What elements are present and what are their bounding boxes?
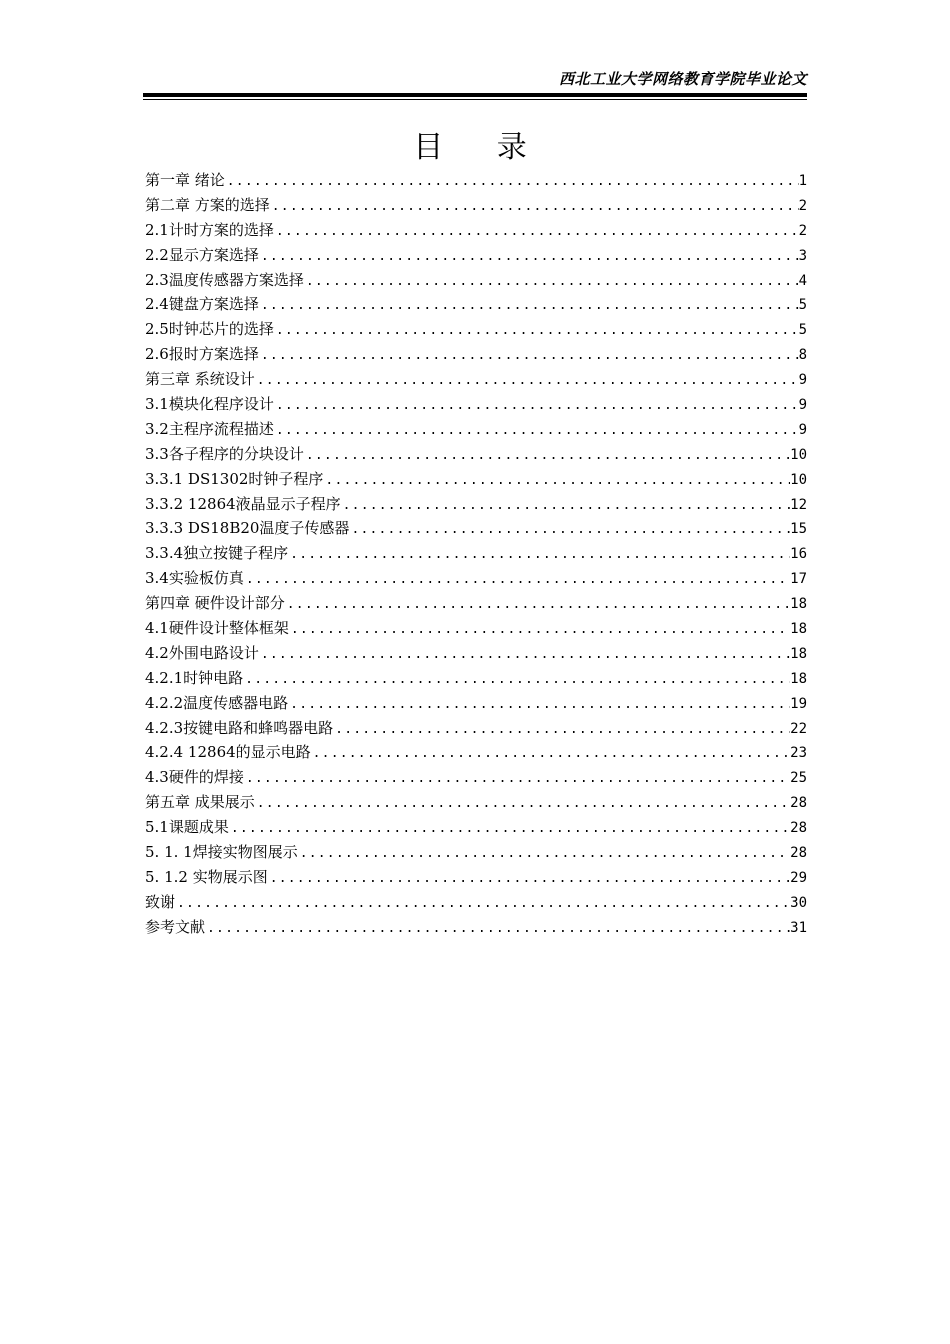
toc-entry[interactable] <box>145 467 807 492</box>
toc-leader-dots <box>289 618 790 643</box>
toc-entry-page-number: 29 <box>790 869 807 886</box>
toc-entry-label: 4.2.4 12864的显示电路 <box>145 743 311 762</box>
toc-entry-label: 3.1模块化程序设计 <box>145 395 274 414</box>
toc-entry-page-number: 28 <box>790 845 807 862</box>
toc-leader-dots <box>274 319 799 344</box>
toc-entry-page-number: 18 <box>790 670 807 687</box>
toc-entry-label: 4.2.1时钟电路 <box>145 668 244 687</box>
toc-leader-dots <box>259 245 799 270</box>
toc-entry-page-number: 30 <box>790 894 807 911</box>
toc-entry-page-number: 18 <box>790 645 807 662</box>
toc-leader-dots <box>259 344 799 369</box>
toc-leader-dots <box>268 867 790 892</box>
toc-entry[interactable] <box>145 765 807 790</box>
header-rule-thick <box>143 93 807 97</box>
toc-entry-page-number: 1 <box>798 173 807 189</box>
toc-entry-label: 2.6报时方案选择 <box>145 345 259 364</box>
toc-entry[interactable] <box>145 367 807 392</box>
toc-entry-label: 第五章 成果展示 <box>145 793 255 812</box>
toc-entry-page-number: 12 <box>790 496 807 513</box>
toc-entry-label: 2.3温度传感器方案选择 <box>145 270 304 289</box>
toc-entry[interactable] <box>145 516 807 541</box>
toc-entry-page-number: 31 <box>790 919 807 936</box>
toc-entry-label: 2.4键盘方案选择 <box>145 295 259 314</box>
toc-entry-label: 4.3硬件的焊接 <box>145 768 244 787</box>
toc-entry[interactable] <box>145 865 807 890</box>
toc-entry-label: 5. 1. 1焊接实物图展示 <box>145 843 298 862</box>
toc-entry-label: 4.2.3按键电路和蜂鸣器电路 <box>145 718 334 737</box>
toc-entry-page-number: 4 <box>798 272 807 289</box>
toc-entry-label: 4.2.2温度传感器电路 <box>145 693 289 712</box>
toc-entry[interactable] <box>145 641 807 666</box>
toc-entry-page-number: 18 <box>790 621 807 638</box>
toc-entry-page-number: 25 <box>790 770 807 787</box>
toc-entry[interactable] <box>145 417 807 442</box>
toc-entry[interactable] <box>145 243 807 268</box>
toc-entry-label: 3.3.2 12864液晶显示子程序 <box>145 494 341 513</box>
toc-entry-label: 第四章 硬件设计部分 <box>145 594 285 613</box>
toc-entry-page-number: 28 <box>790 820 807 837</box>
toc-leader-dots <box>225 170 799 195</box>
toc-leader-dots <box>175 892 790 917</box>
toc-entry[interactable] <box>145 666 807 691</box>
toc-leader-dots <box>274 394 799 419</box>
toc-entry[interactable] <box>145 193 807 218</box>
toc-entry[interactable] <box>145 442 807 467</box>
toc-entry-page-number: 23 <box>790 745 807 762</box>
toc-entry-page-number: 17 <box>790 571 807 588</box>
toc-entry-page-number: 10 <box>790 471 807 488</box>
toc-entry-label: 4.1硬件设计整体框架 <box>145 619 289 638</box>
toc-leader-dots <box>298 842 790 867</box>
toc-leader-dots <box>274 220 799 245</box>
toc-entry-page-number: 16 <box>790 546 807 563</box>
toc-leader-dots <box>323 469 790 494</box>
toc-entry-label: 4.2外围电路设计 <box>145 643 259 662</box>
toc-entry-page-number: 3 <box>798 247 807 264</box>
toc-leader-dots <box>288 543 790 568</box>
toc-entry-page-number: 28 <box>790 795 807 812</box>
toc-leader-dots <box>255 792 790 817</box>
toc-entry-label: 第二章 方案的选择 <box>145 195 270 214</box>
toc-entry-label: 参考文献 <box>145 917 206 936</box>
toc-entry-page-number: 18 <box>790 596 807 613</box>
toc-entry-page-number: 10 <box>790 446 807 463</box>
toc-entry-label: 3.4实验板仿真 <box>145 569 244 588</box>
toc-entry-label: 2.2显示方案选择 <box>145 245 259 264</box>
toc-leader-dots <box>349 518 790 543</box>
toc-leader-dots <box>244 767 790 792</box>
toc-entry-page-number: 9 <box>798 372 807 389</box>
toc-entry[interactable] <box>145 840 807 865</box>
toc-entry-label: 第三章 系统设计 <box>145 370 255 389</box>
toc-leader-dots <box>274 419 799 444</box>
toc-leader-dots <box>311 742 790 767</box>
toc-list <box>145 168 807 940</box>
toc-entry[interactable] <box>145 616 807 641</box>
header-rule-thin <box>143 99 807 100</box>
toc-entry-page-number: 22 <box>790 720 807 737</box>
toc-entry-page-number: 2 <box>798 197 807 214</box>
toc-entry[interactable] <box>145 317 807 342</box>
toc-entry-label: 5. 1.2 实物展示图 <box>145 867 268 886</box>
toc-entry-label: 5.1课题成果 <box>145 818 229 837</box>
toc-leader-dots <box>255 369 799 394</box>
toc-leader-dots <box>205 917 790 942</box>
toc-entry-page-number: 8 <box>798 347 807 364</box>
toc-entry[interactable] <box>145 691 807 716</box>
toc-entry[interactable] <box>145 566 807 591</box>
toc-entry[interactable] <box>145 168 807 193</box>
toc-leader-dots <box>304 444 790 469</box>
toc-entry-label: 3.3.3 DS18B20温度子传感器 <box>145 519 350 538</box>
toc-entry[interactable] <box>145 268 807 293</box>
toc-entry-label: 致谢 <box>145 892 176 911</box>
toc-entry-label: 2.5时钟芯片的选择 <box>145 320 274 339</box>
toc-entry[interactable] <box>145 591 807 616</box>
toc-leader-dots <box>270 195 799 220</box>
toc-entry-page-number: 9 <box>798 397 807 414</box>
toc-entry-label: 3.3.1 DS1302时钟子程序 <box>145 469 324 488</box>
toc-entry[interactable] <box>145 342 807 367</box>
toc-entry[interactable] <box>145 890 807 915</box>
toc-leader-dots <box>285 593 790 618</box>
toc-leader-dots <box>259 643 790 668</box>
toc-leader-dots <box>341 494 790 519</box>
toc-entry[interactable] <box>145 915 807 940</box>
toc-title: 目 录 <box>413 130 549 165</box>
toc-entry[interactable] <box>145 815 807 840</box>
toc-entry-label: 3.3.4独立按键子程序 <box>145 544 289 563</box>
toc-entry-page-number: 19 <box>790 695 807 712</box>
toc-entry-label: 3.3各子程序的分块设计 <box>145 444 304 463</box>
toc-entry[interactable] <box>145 392 807 417</box>
toc-leader-dots <box>229 817 790 842</box>
toc-entry-page-number: 9 <box>798 421 807 438</box>
toc-leader-dots <box>333 718 790 743</box>
toc-entry[interactable] <box>145 292 807 317</box>
toc-leader-dots <box>304 270 799 295</box>
toc-leader-dots <box>288 693 790 718</box>
toc-entry-label: 2.1计时方案的选择 <box>145 220 274 239</box>
toc-entry-page-number: 2 <box>798 222 807 239</box>
running-header: 西北工业大学网络教育学院毕业论文 <box>558 70 807 88</box>
toc-leader-dots <box>244 568 790 593</box>
toc-entry[interactable] <box>145 492 807 517</box>
toc-entry[interactable] <box>145 218 807 243</box>
toc-entry[interactable] <box>145 541 807 566</box>
toc-entry[interactable] <box>145 790 807 815</box>
toc-entry-page-number: 5 <box>798 297 807 314</box>
toc-entry-label: 3.2主程序流程描述 <box>145 419 274 438</box>
toc-leader-dots <box>243 668 790 693</box>
toc-entry-page-number: 15 <box>790 521 807 538</box>
toc-entry-page-number: 5 <box>798 322 807 339</box>
toc-entry[interactable] <box>145 716 807 741</box>
toc-entry-label: 第一章 绪论 <box>145 171 225 189</box>
toc-entry[interactable] <box>145 740 807 765</box>
toc-leader-dots <box>259 294 799 319</box>
